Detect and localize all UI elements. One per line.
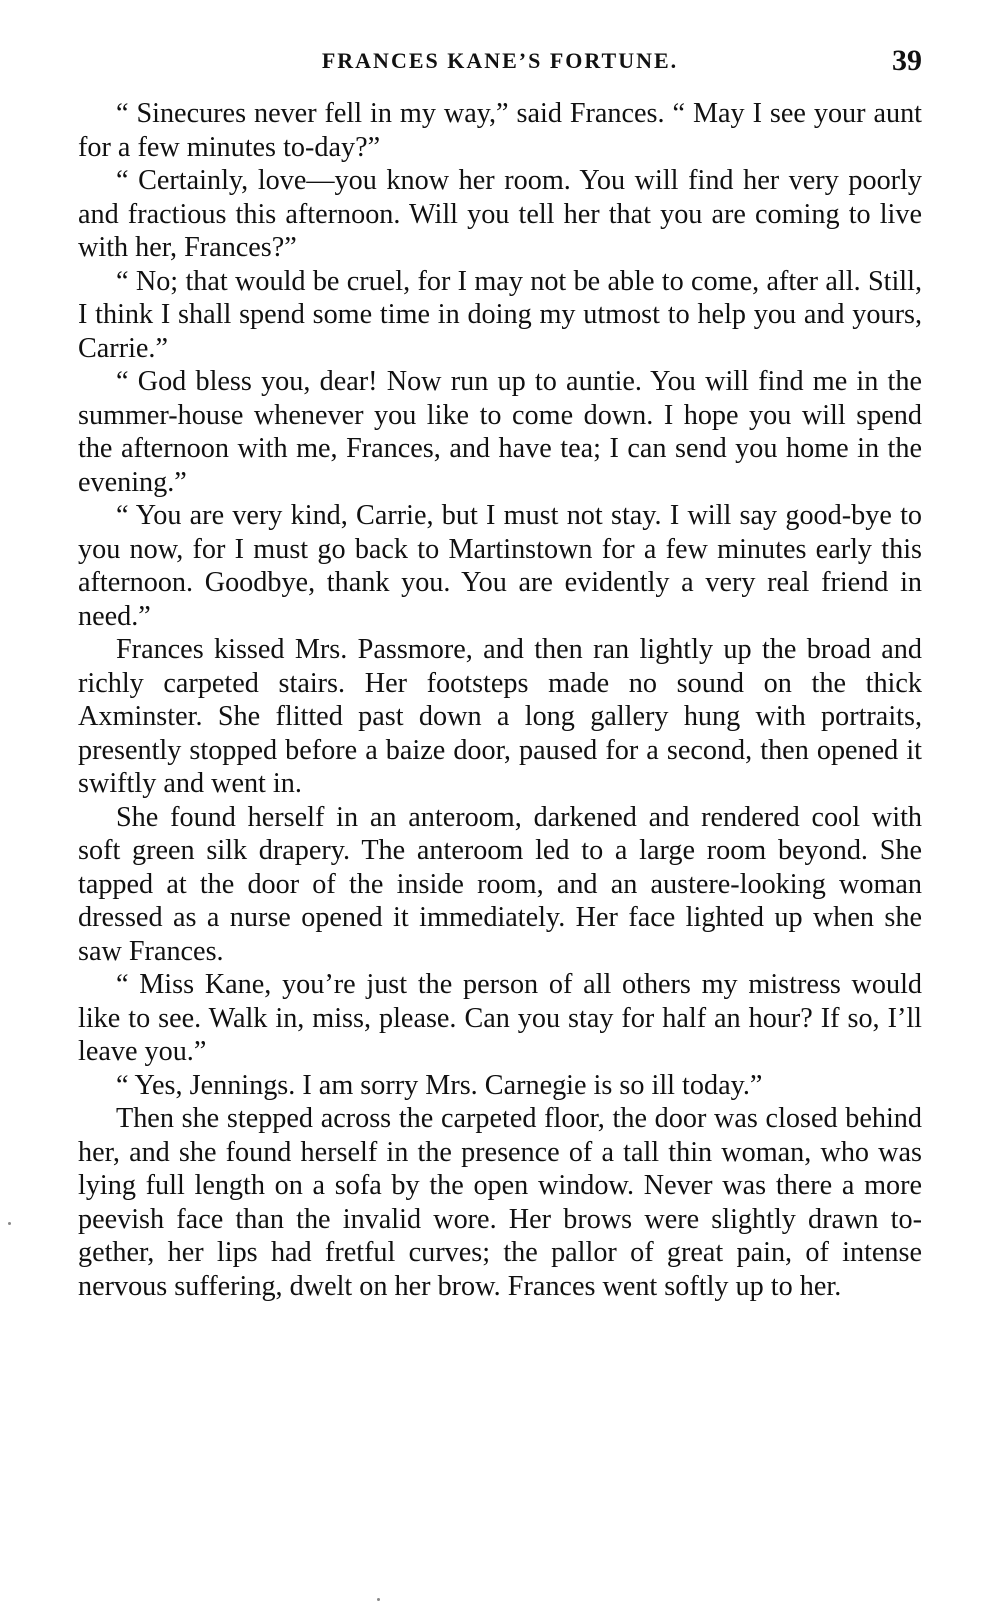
paper-speck xyxy=(377,1598,380,1601)
paragraph: Frances kissed Mrs. Passmore, and then ran lightly up the broad and richly carpeted stairs. Her footsteps made no sound on the thick Axminster. She flitted past down a long gallery hung with portraits, presently stopped before a baize door, paused for a second, then opened it swiftly and went in. xyxy=(78,634,922,799)
paragraph: Then she stepped across the carpeted floor, the door was closed behind her, and she found herself in the presence of a tall thin woman, who was lying full length on a sofa by the open window. Never was there a more peevish face than the invalid wore. Her brows were slightly drawn together, her lips had fretful curves; the pallor of great pain, of intense nervous suffering, dwelt on her brow. Frances went softly up to her. xyxy=(78,1103,922,1302)
running-head xyxy=(78,44,922,84)
paragraph: “ Certainly, love—you know her room. You will find her very poorly and fractious this afternoon. Will you tell her that you are coming to live with her, Frances?” xyxy=(78,165,922,263)
paragraph: “ God bless you, dear! Now run up to auntie. You will find me in the summer-house whenever you like to come down. I hope you will spend the afternoon with me, Frances, and have tea; I can send you home in the evening.” xyxy=(78,366,922,498)
paragraph: “ You are very kind, Carrie, but I must not stay. I will say good-bye to you now, for I must go back to Martinstown for a few minutes early this afternoon. Goodbye, thank you. You are evidently a very real friend in need.” xyxy=(78,500,922,632)
paragraph: “ Yes, Jennings. I am sorry Mrs. Carnegie is so ill today.” xyxy=(116,1069,763,1101)
paper-speck xyxy=(8,1222,11,1225)
paragraph: She found herself in an anteroom, darkened and rendered cool with soft green silk drapery. The anteroom led to a large room beyond. She tapped at the door of the inside room, and an austere-looking woman dressed as a nurse opened it immediately. Her face lighted up when she saw Frances. xyxy=(78,801,922,967)
paragraph: “ Miss Kane, you’re just the person of all others my mistress would like to see. Walk in, miss, please. Can you stay for half an hour? If so, I’ll leave you.” xyxy=(78,969,922,1067)
paragraph: “ No; that would be cruel, for I may not be able to come, after all. Still, I think I shall spend some time in doing my utmost to help you and yours, Carrie.” xyxy=(78,265,922,364)
body-text xyxy=(78,97,922,1303)
paragraph: “ Sinecures never fell in my way,” said Frances. “ May I see your aunt for a few minutes to-day?” xyxy=(78,98,922,163)
running-title: FRANCES KANE’S FORTUNE. xyxy=(321,48,679,73)
page-number: 39 xyxy=(892,44,922,77)
